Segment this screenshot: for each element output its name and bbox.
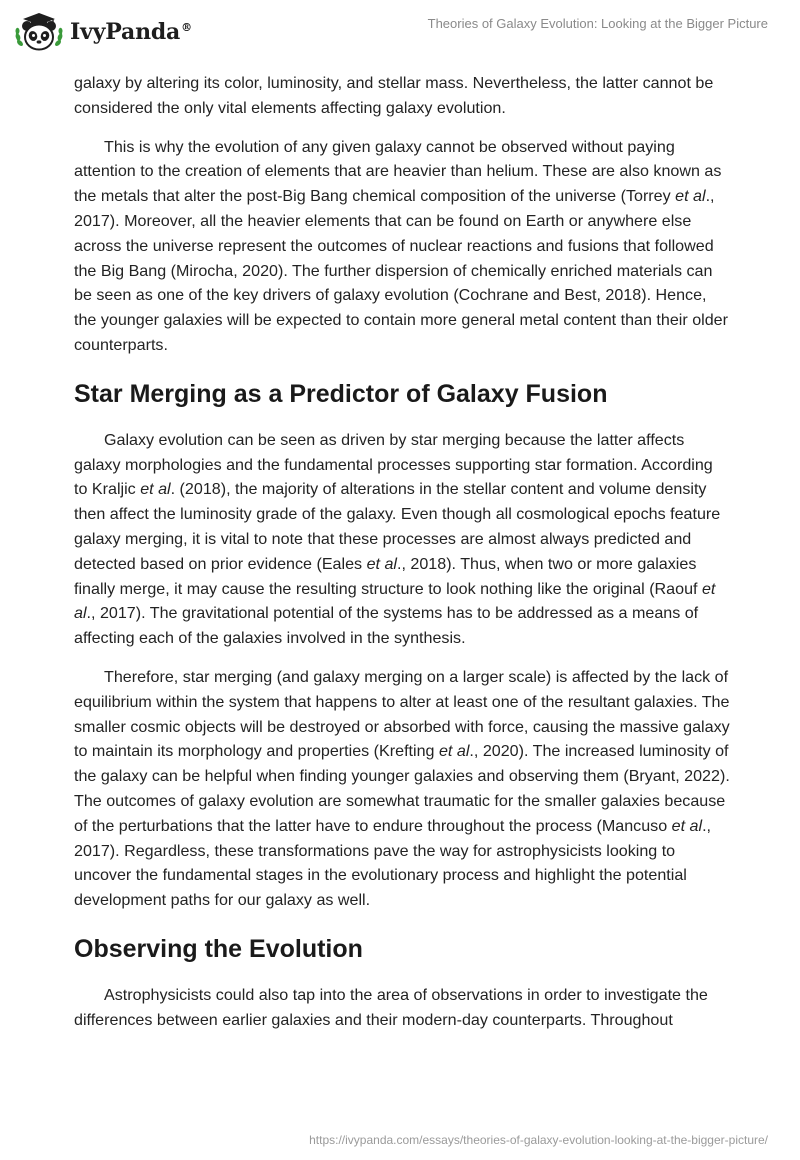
paragraph-3-text-c: ., 2017). Regardless, these transformations pave the way for astrophysicists looking to uncover the fundamental stages in the evolutionary process and highlight the potential development paths for our galaxy as well. (74, 816, 712, 910)
paragraph-3-text-b: ., 2020). The increased luminosity of the galaxy can be helpful when finding younger galaxies and observing them (Bryant, 2022). The outcomes of galaxy evolution are somewhat traumatic for the smaller galaxies because of the perturbations that the latter have to endure throughout the process (Mancuso (74, 742, 730, 835)
page-header (0, 0, 800, 64)
paragraph-1 (74, 135, 730, 358)
paragraph-2-italic-3: et al (74, 579, 716, 623)
paragraph-1-text-a: This is why the evolution of any given galaxy cannot be observed without paying attention to the creation of elements that are heavier than helium. These are also known as the metals that alter the post-Big Bang chemical composition of the universe (Torrey (74, 137, 722, 206)
paragraph-2-text-c: ., 2018). Thus, when two or more galaxies finally merge, it may cause the resulting structure to look nothing like the original (Raouf (74, 554, 702, 598)
document-title: Theories of Galaxy Evolution: Looking at the Bigger Picture (427, 16, 768, 31)
paragraph-3 (74, 665, 730, 913)
paragraph-2 (74, 428, 730, 651)
paragraph-3-italic-2: et al (671, 816, 703, 835)
paragraph-2-italic-2: et al (366, 554, 397, 573)
section-heading-star-merging: Star Merging as a Predictor of Galaxy Fusion (74, 379, 608, 408)
paragraph-2-text-a: Galaxy evolution can be seen as driven by star merging because the latter affects galaxy morphologies and the fundamental processes supporting star formation. According to Kraljic (74, 430, 713, 499)
paragraph-3-text-a: Therefore, star merging (and galaxy merging on a larger scale) is affected by the lack of equilibrium within the system that happens to alter at least one of the resultant galaxies. The smaller cosmic objects will be destroyed or absorbed with force, causing the massive galaxy to maintain its morphology and properties (Krefting (74, 667, 730, 761)
paragraph-2-italic-1: et al (140, 480, 171, 499)
paragraph-0: galaxy by altering its color, luminosity, and stellar mass. Nevertheless, the latter cannot be considered the only vital elements affecting galaxy evolution. (74, 74, 714, 117)
registered-mark: ® (181, 20, 192, 34)
paragraph-4: Astrophysicists could also tap into the area of observations in order to investigate the differences between earlier galaxies and their modern-day counterparts. Throughout (74, 985, 708, 1029)
section-heading-observing: Observing the Evolution (74, 934, 363, 963)
logo-wordmark (70, 19, 192, 45)
essay-body (74, 71, 730, 1047)
ivypanda-logo[interactable] (14, 10, 192, 54)
source-url[interactable]: https://ivypanda.com/essays/theories-of-galaxy-evolution-looking-at-the-bigger-picture/ (309, 1133, 768, 1147)
paragraph-3-italic-1: et al (438, 742, 470, 761)
paragraph-2-text-b: . (2018), the majority of alterations in the stellar content and volume density then affect the luminosity grade of the galaxy. Even though all cosmological epochs feature galaxy merging, it is vital to note that these processes are almost always predicted and detected based on prior evidence (Eales (74, 480, 721, 573)
panda-graduate-icon (14, 10, 64, 54)
logo-text: IvyPanda (70, 19, 181, 45)
paragraph-2-text-d: ., 2017). The gravitational potential of the systems has to be addressed as a means of affecting each of the galaxies involved in the synthesis. (74, 604, 699, 648)
paragraph-1-italic-1: et al (675, 187, 706, 206)
paragraph-1-text-b: ., 2017). Moreover, all the heavier elements that can be found on Earth or anywhere else across the universe represent the outcomes of nuclear reactions and fusions that followed the Big Bang (Mirocha, 2020). The further dispersion of chemically enriched materials can be seen as one of the key drivers of galaxy evolution (Cochrane and Best, 2018). Hence, the younger galaxies will be expected to contain more general metal content than their older counterparts. (74, 187, 728, 354)
